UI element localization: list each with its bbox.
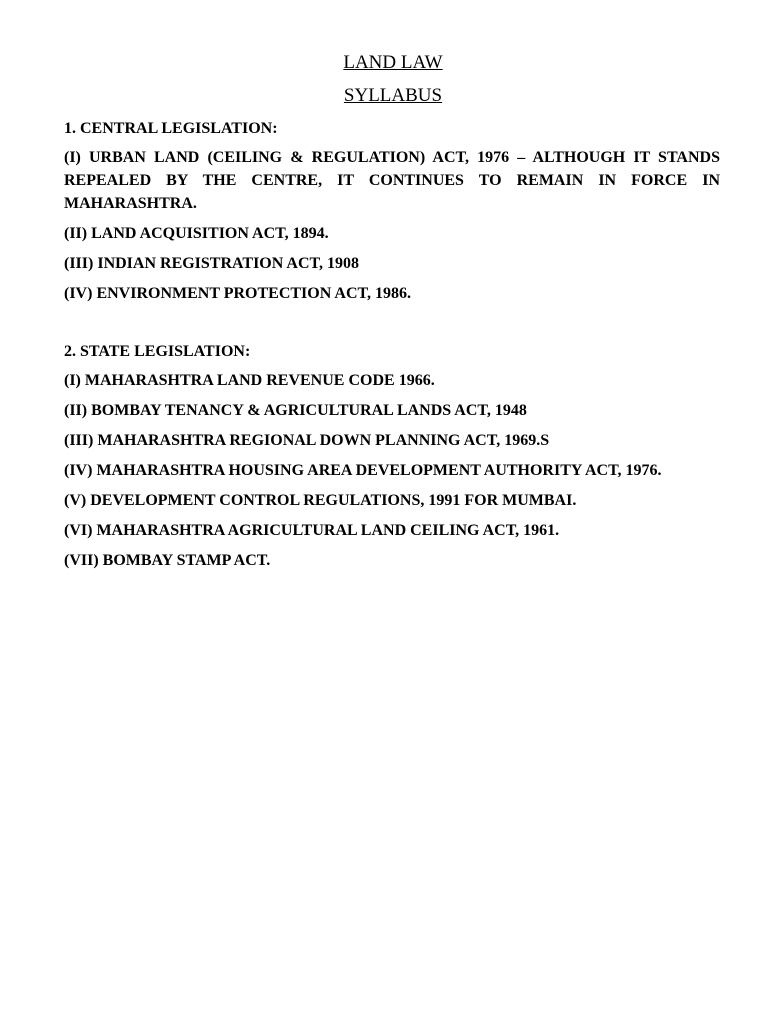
list-item: (IV) MAHARASHTRA HOUSING AREA DEVELOPMENT AUTHORITY ACT, 1976. — [64, 462, 662, 479]
section-state-legislation — [64, 340, 720, 572]
section-heading: 2. STATE LEGISLATION: — [64, 343, 251, 360]
list-item: (I) MAHARASHTRA LAND REVENUE CODE 1966. — [64, 372, 435, 389]
document-subtitle: SYLLABUS — [343, 85, 443, 106]
list-item: (VII) BOMBAY STAMP ACT. — [64, 552, 271, 569]
section-heading: 1. CENTRAL LEGISLATION: — [64, 120, 278, 137]
section-central-legislation — [64, 117, 720, 305]
syllabus-content — [64, 117, 720, 579]
section-spacer — [64, 312, 720, 340]
document-title: LAND LAW — [343, 52, 443, 73]
list-item: (II) BOMBAY TENANCY & AGRICULTURAL LANDS ACT, 1948 — [64, 402, 527, 419]
list-item: (II) LAND ACQUISITION ACT, 1894. — [64, 225, 329, 242]
list-item: (IV) ENVIRONMENT PROTECTION ACT, 1986. — [64, 285, 411, 302]
list-item: (I) URBAN LAND (CEILING & REGULATION) ACT, 1976 – ALTHOUGH IT STANDS REPEALED BY THE CENTRE, IT CONTINUES TO REMAIN IN FORCE IN MAHARASHTRA. — [64, 149, 720, 212]
list-item: (V) DEVELOPMENT CONTROL REGULATIONS, 1991 FOR MUMBAI. — [64, 492, 577, 509]
list-item: (III) INDIAN REGISTRATION ACT, 1908 — [64, 255, 360, 272]
list-item: (VI) MAHARASHTRA AGRICULTURAL LAND CEILING ACT, 1961. — [64, 522, 560, 539]
list-item: (III) MAHARASHTRA REGIONAL DOWN PLANNING ACT, 1969.S — [64, 432, 550, 449]
